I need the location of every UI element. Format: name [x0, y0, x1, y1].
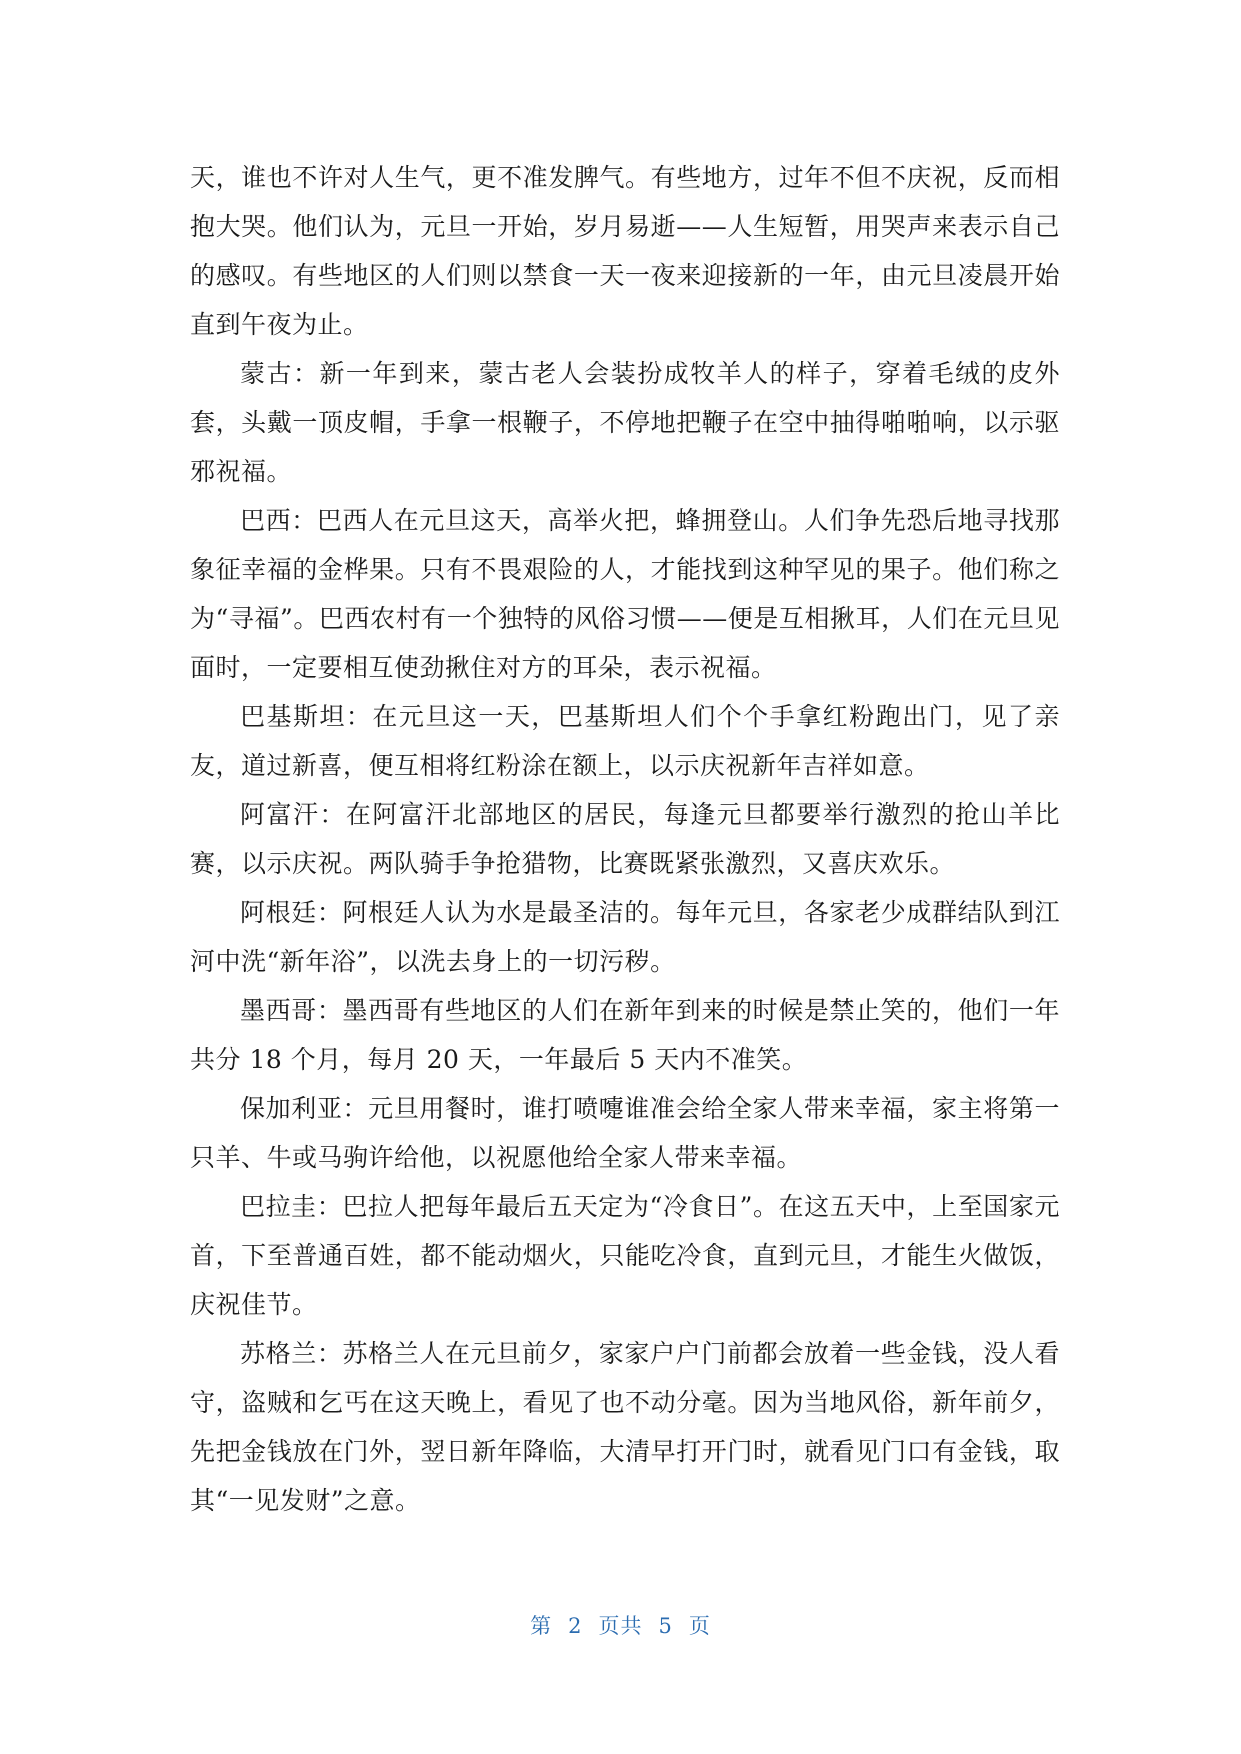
footer-suffix: 页: [688, 1614, 711, 1638]
page-footer: [0, 1610, 1241, 1640]
paragraph-mexico: 墨西哥：墨西哥有些地区的人们在新年到来的时候是禁止笑的，他们一年共分 18 个月，每月 20 天，一年最后 5 天内不准笑。: [190, 996, 1060, 1074]
paragraph-mongolia: 蒙古：新一年到来，蒙古老人会装扮成牧羊人的样子，穿着毛绒的皮外套，头戴一顶皮帽，手拿一根鞭子，不停地把鞭子在空中抽得啪啪响，以示驱邪祝福。: [190, 359, 1060, 486]
paragraph-bulgaria: 保加利亚：元旦用餐时，谁打喷嚏谁准会给全家人带来幸福，家主将第一只羊、牛或马驹许给他，以祝愿他给全家人带来幸福。: [190, 1094, 1060, 1172]
paragraph-afghanistan: 阿富汗：在阿富汗北部地区的居民，每逢元旦都要举行激烈的抢山羊比赛，以示庆祝。两队骑手争抢猎物，比赛既紧张激烈，又喜庆欢乐。: [190, 800, 1060, 878]
body-text: [190, 153, 1060, 1525]
paragraph-brazil: 巴西：巴西人在元旦这天，高举火把，蜂拥登山。人们争先恐后地寻找那象征幸福的金桦果。只有不畏艰险的人，才能找到这种罕见的果子。他们称之为“寻福”。巴西农村有一个独特的风俗习惯——便是互相揪耳，人们在元旦见面时，一定要相互使劲揪住对方的耳朵，表示祝福。: [190, 506, 1060, 682]
paragraph-argentina: 阿根廷：阿根廷人认为水是最圣洁的。每年元旦，各家老少成群结队到江河中洗“新年浴”，以洗去身上的一切污秽。: [190, 898, 1060, 976]
paragraph-paraguay: 巴拉圭：巴拉人把每年最后五天定为“冷食日”。在这五天中，上至国家元首，下至普通百姓，都不能动烟火，只能吃冷食，直到元旦，才能生火做饭，庆祝佳节。: [190, 1192, 1060, 1319]
footer-middle: 页共: [598, 1614, 643, 1638]
footer-total-pages: 5: [658, 1614, 673, 1638]
footer-current-page: 2: [568, 1614, 583, 1638]
footer-prefix: 第: [530, 1614, 553, 1638]
paragraph-pakistan: 巴基斯坦：在元旦这一天，巴基斯坦人们个个手拿红粉跑出门，见了亲友，道过新喜，便互相将红粉涂在额上，以示庆祝新年吉祥如意。: [190, 702, 1060, 780]
paragraph-continued: 天，谁也不许对人生气，更不准发脾气。有些地方，过年不但不庆祝，反而相抱大哭。他们认为，元旦一开始，岁月易逝——人生短暂，用哭声来表示自己的感叹。有些地区的人们则以禁食一天一夜来迎接新的一年，由元旦凌晨开始直到午夜为止。: [190, 163, 1060, 339]
paragraph-scotland: 苏格兰：苏格兰人在元旦前夕，家家户户门前都会放着一些金钱，没人看守，盗贼和乞丐在这天晚上，看见了也不动分毫。因为当地风俗，新年前夕，先把金钱放在门外，翌日新年降临，大清早打开门时，就看见门口有金钱，取其“一见发财”之意。: [190, 1339, 1060, 1515]
